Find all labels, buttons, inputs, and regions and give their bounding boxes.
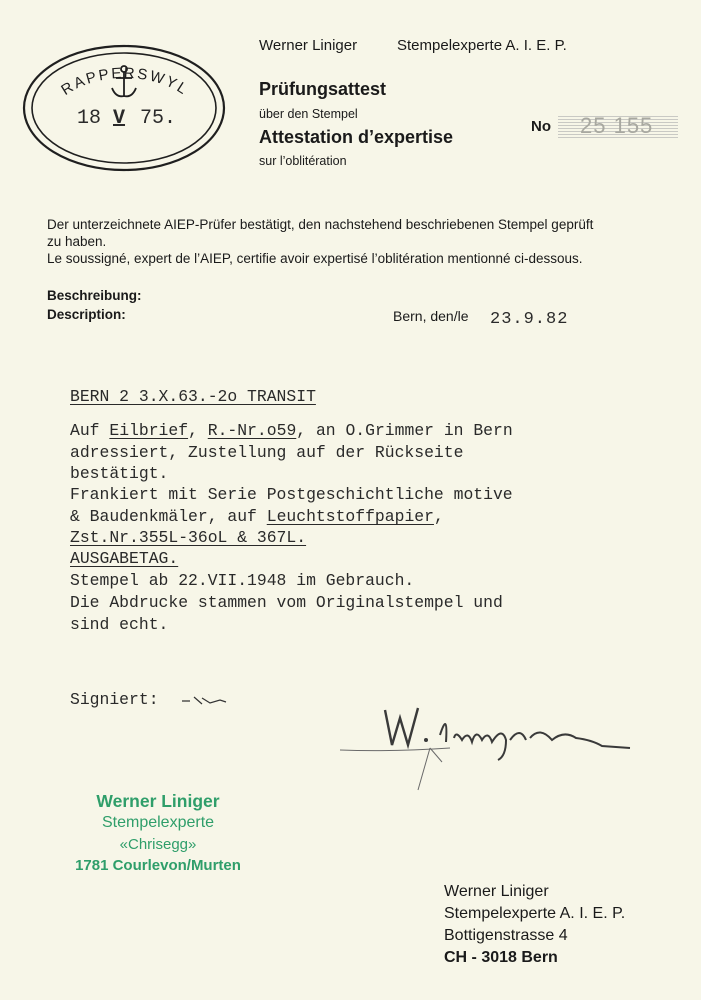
subtitle-de: über den Stempel xyxy=(259,107,358,121)
address-city: CH - 3018 Bern xyxy=(444,949,558,966)
body-line-10: sind echt. xyxy=(70,615,169,634)
title-fr: Attestation d’expertise xyxy=(259,127,454,147)
address-street: Bottigenstrasse 4 xyxy=(444,927,568,944)
stamp-place: «Chrisegg» xyxy=(119,836,197,853)
handwritten-signature xyxy=(330,690,640,800)
address-name: Werner Liniger xyxy=(444,883,549,900)
stamp-address: 1781 Courlevon/Murten xyxy=(75,857,241,874)
body-line-5: & Baudenkmäler, auf Leuchtstoffpapier, xyxy=(70,507,444,526)
subtitle-fr: sur l’oblitération xyxy=(259,154,347,168)
header-name: Werner Liniger xyxy=(259,37,358,54)
certificate-date: 23.9.82 xyxy=(490,310,569,329)
body-line-4: Frankiert mit Serie Postgeschichtliche motive xyxy=(70,485,513,504)
cert-line-3: Le soussigné, expert de l’AIEP, certifie avoir expertisé l’oblitération mentionné ci-dessous. xyxy=(47,251,583,266)
title-de: Prüfungsattest xyxy=(259,79,387,99)
body-line-1: Auf Eilbrief, R.-Nr.o59, an O.Grimmer in Bern xyxy=(70,421,513,440)
cert-line-2: zu haben. xyxy=(47,234,107,249)
place-label: Bern, den/le xyxy=(393,308,469,324)
body-line-6: Zst.Nr.355L-36oL & 367L. xyxy=(70,528,307,547)
signature-scribble-small xyxy=(180,692,228,708)
svg-text:RAPPERSWYL xyxy=(58,65,192,99)
stamp-name: Werner Liniger xyxy=(96,791,220,811)
description-label-fr: Description: xyxy=(47,307,126,322)
postmark-year: 75. xyxy=(140,107,177,130)
stamp-profession: Stempelexperte xyxy=(101,814,215,831)
body-line-9: Die Abdrucke stammen vom Originalstempel und xyxy=(70,593,503,612)
postmark-oval xyxy=(18,38,230,174)
number-label: No xyxy=(531,118,551,135)
body-line-3: bestätigt. xyxy=(70,464,169,483)
description-label-de: Beschreibung: xyxy=(47,288,142,303)
body-line-8: Stempel ab 22.VII.1948 im Gebrauch. xyxy=(70,571,415,590)
signature-label: Signiert: xyxy=(70,690,159,709)
certificate-number: 25 155 xyxy=(580,114,654,138)
body-line-2: adressiert, Zustellung auf der Rückseite xyxy=(70,443,464,462)
postmark-month: V xyxy=(113,107,126,130)
number-field xyxy=(558,114,678,140)
cert-line-1: Der unterzeichnete AIEP-Prüfer bestätigt, den nachstehend beschriebenen Stempel geprüft xyxy=(47,217,594,232)
address-profession: Stempelexperte A. I. E. P. xyxy=(444,905,626,922)
body-line-7: AUSGABETAG. xyxy=(70,549,179,568)
body-heading: BERN 2 3.X.63.-2o TRANSIT xyxy=(70,387,316,406)
header-profession: Stempelexperte A. I. E. P. xyxy=(397,37,567,54)
postmark-day: 18 xyxy=(77,107,102,130)
postmark-town: RAPPERSWYL xyxy=(58,64,192,99)
